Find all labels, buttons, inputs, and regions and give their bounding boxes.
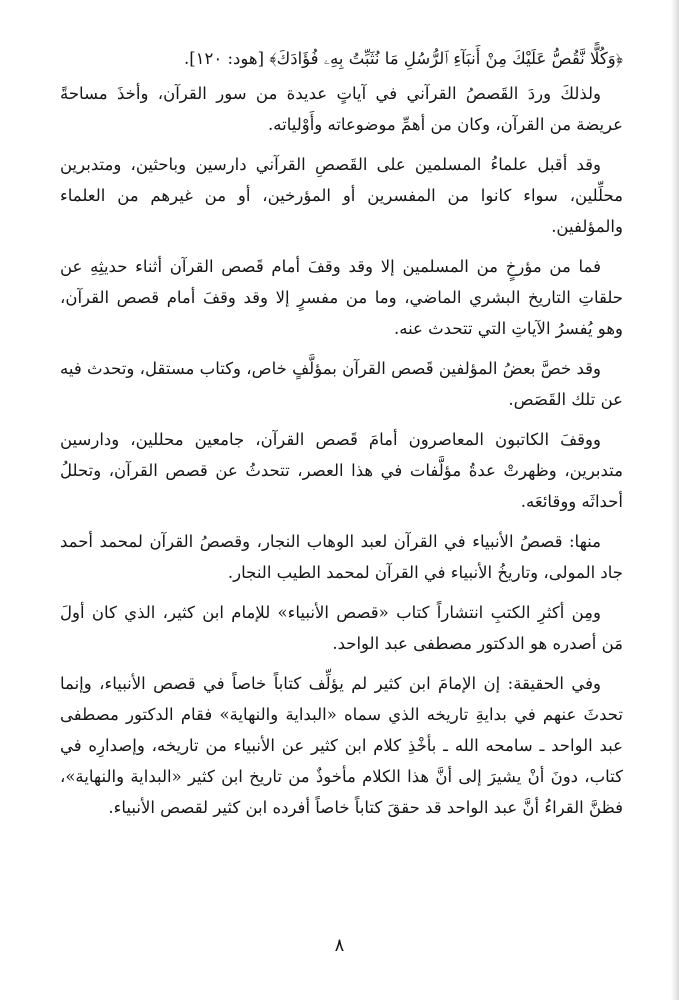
paragraph-5: ووقفَ الكاتبون المعاصرون أمامَ قَصص القرآن، جامعين محللين، ودارسين متدبرين، وظهرتْ عدةُ مؤلَّفات في هذا العصر، تتحدثُ عن قصص القرآن، وتحللُ أحداثَه ووقائعَه. — [60, 430, 623, 511]
paragraph-8: وفي الحقيقة: إن الإمامَ ابن كثير لم يؤلِّف كتاباً خاصاً في قصص الأنبياء، وإنما تحدثَ عنهم في بدايةِ تاريخه الذي سماه «البداية والنهاية» فقام الدكتور مصطفى عبد الواحد ـ سامحه الله ـ بأخْذِ كلام ابن كثير عن الأنبياء من تاريخه، وإصدارِه في كتاب، دونَ أنْ يشيرَ إلى أنَّ هذا الكلام مأخوذٌ من تاريخ ابن كثير «البداية والنهاية»، فظنَّ القراءُ أنَّ عبد الواحد قد حققَ كتاباً خاصاً أفرده ابن كثير لقصص الأنبياء. — [60, 674, 623, 817]
quran-verse — [60, 44, 623, 74]
page-number: ٨ — [334, 935, 345, 956]
paragraph-1: ولذلكَ وردَ القَصصُ القرآني في آياتٍ عديدة من سور القرآن، وأخذَ مساحةً عريضة من القرآن، وكان من أهمِّ موضوعاته وأَوْلياته. — [60, 84, 623, 134]
paragraph-7: ومِن أكثرِ الكتبِ انتشاراً كتاب «قصص الأنبياء» للإمام ابن كثير، الذي كان أولَ مَن أصدره هو الدكتور مصطفى عبد الواحد. — [60, 603, 623, 653]
paragraph-3: فما من مؤرخٍ من المسلمين إلا وقد وقفَ أمام قَصص القرآن أثناء حديثِهِ عن حلقاتِ التاريخ البشري الماضي، وما من مفسرٍ إلا وقد وقفَ أمام قصص القرآن، وهو يُفسرُ الآياتِ التي تتحدث عنه. — [60, 257, 623, 338]
paragraph-6: منها: قصصُ الأنبياء في القرآن لعبد الوهاب النجار، وقصصُ القرآن لمحمد أحمد جاد المولى، وتاريخُ الأنبياء في القرآن لمحمد الطيب النجار. — [60, 532, 623, 582]
verse-text: ﴿وَكُلًّا نَّقُصُّ عَلَيْكَ مِنْ أَنبَآءِ ٱلرُّسُلِ مَا نُثَبِّتُ بِهِۦ فُؤَادَكَ﴾ — [269, 49, 623, 68]
paragraph-2: وقد أقبل علماءُ المسلمين على القَصصِ القرآني دارسين وباحثين، ومتدبرين محلِّلين، سواء كانوا من المفسرين أو المؤرخين، أو من غيرهم من العلماء والمؤلفين. — [60, 155, 623, 236]
paragraph-4: وقد خصَّ بعضُ المؤلفين قَصص القرآن بمؤلَّفٍ خاص، وكتاب مستقل، وتحدث فيه عن تلك القَصَص. — [60, 359, 623, 409]
verse-reference: [هود: ١٢٠]. — [183, 49, 265, 68]
